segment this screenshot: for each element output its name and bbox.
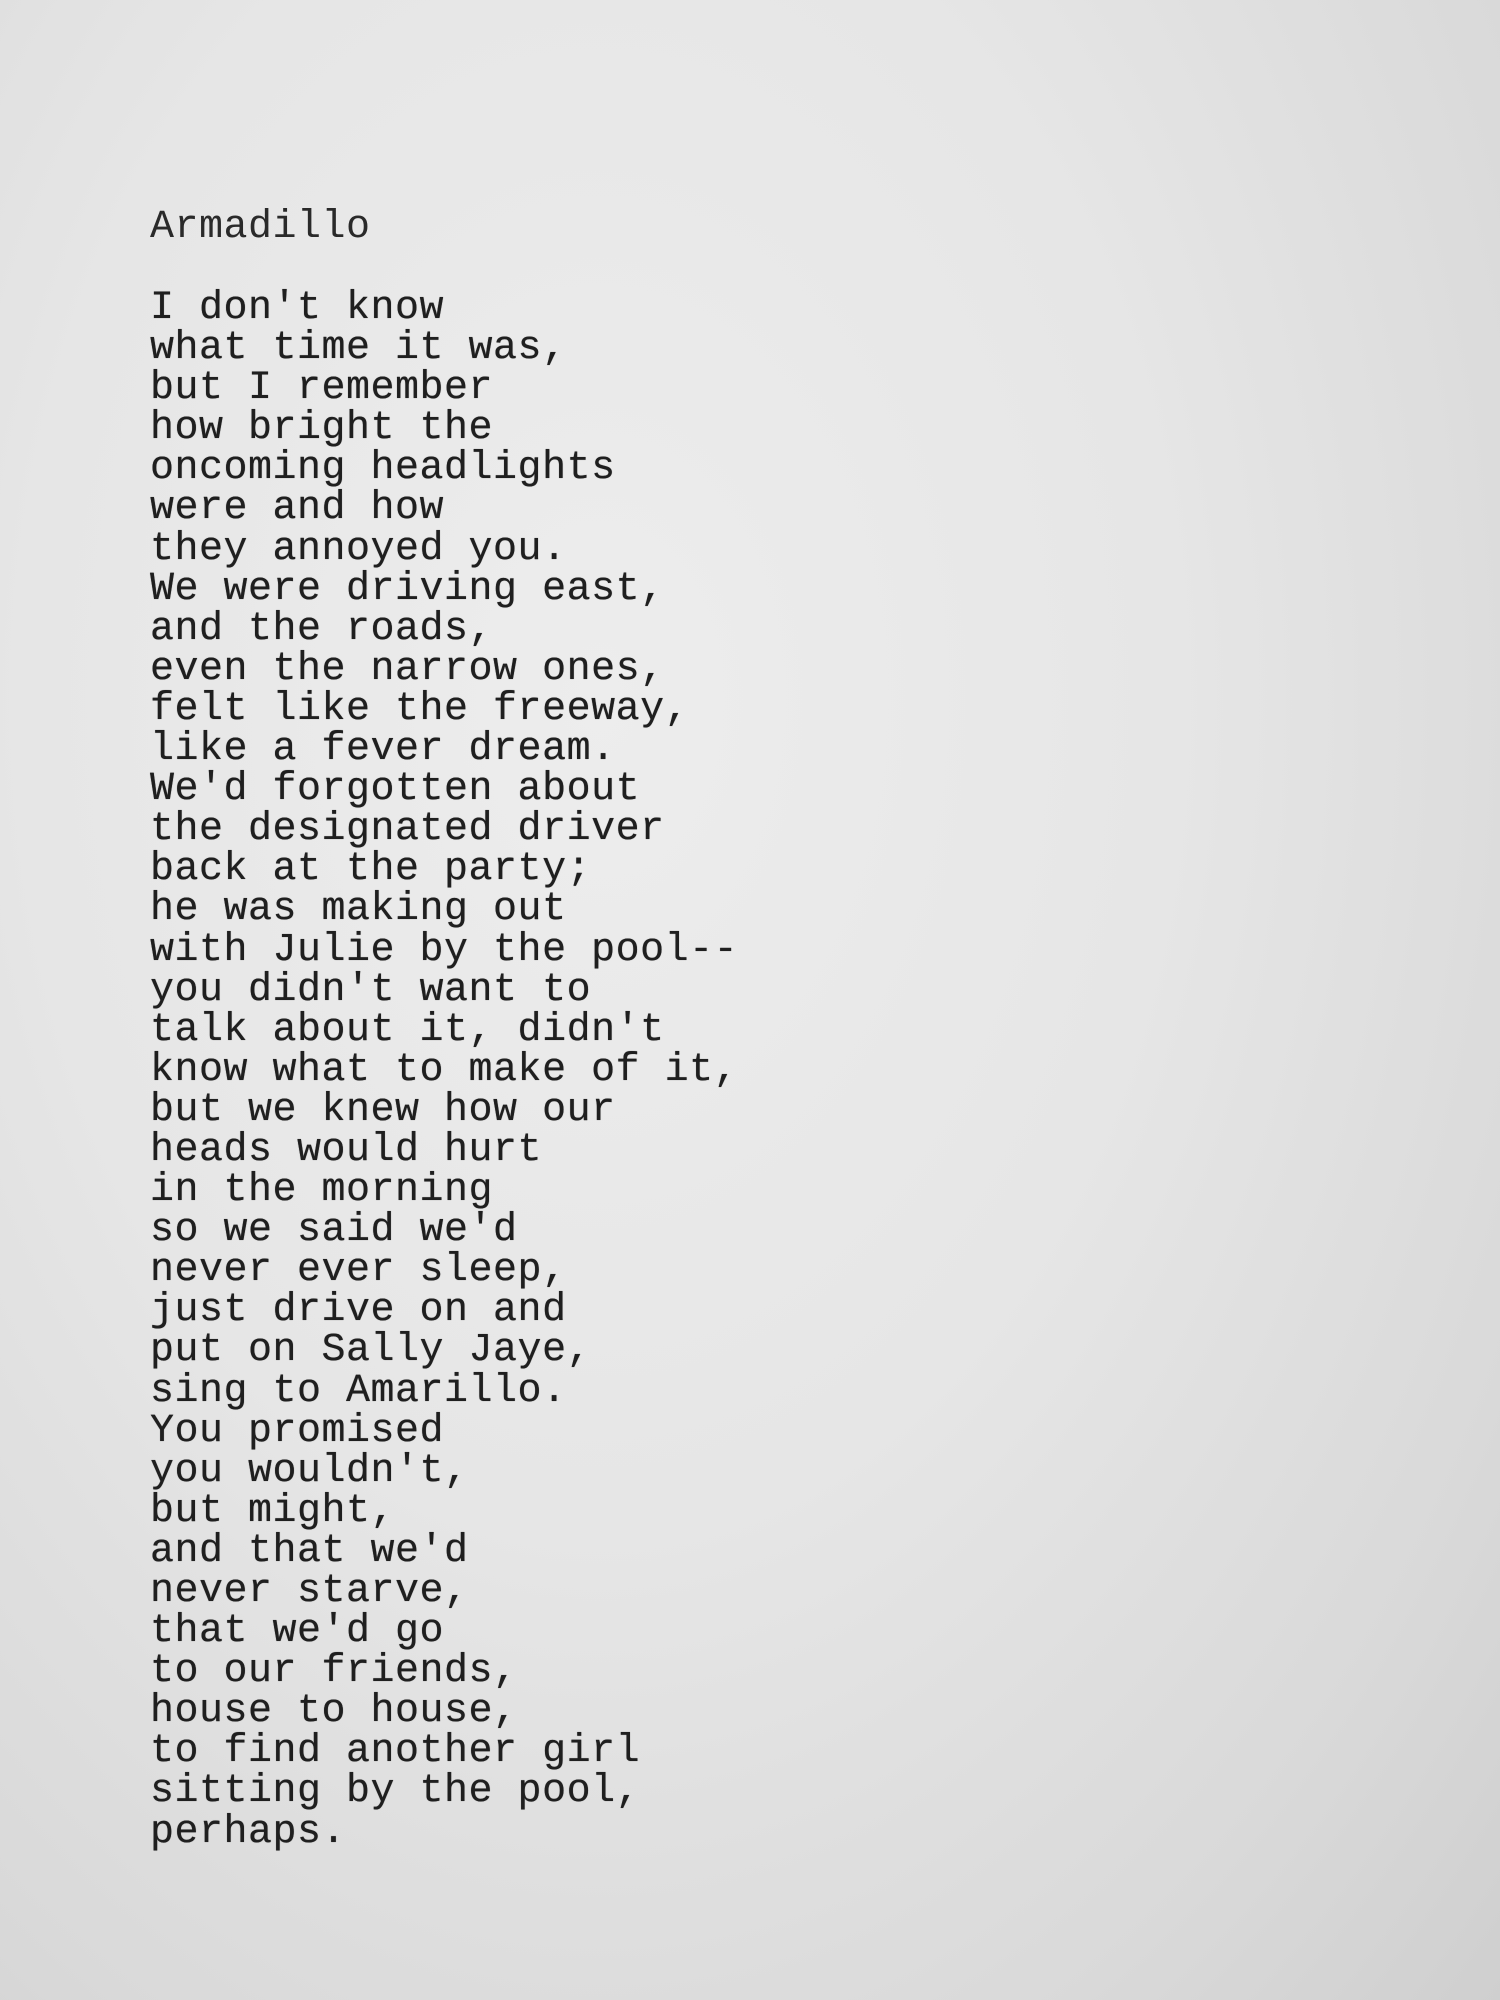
poem-line: sitting by the pool, xyxy=(150,1769,641,1815)
poem-line: never starve, xyxy=(150,1569,469,1614)
poem-line: you wouldn't, xyxy=(150,1448,469,1494)
poem-line: but we knew how our xyxy=(150,1087,616,1133)
poem-line: in the morning xyxy=(150,1168,494,1214)
poem-line: with Julie by the pool-- xyxy=(150,927,739,973)
poem-line: he was making out xyxy=(150,887,567,933)
poem-line: but I remember xyxy=(150,366,494,412)
poem-line: and the roads, xyxy=(150,606,494,652)
poem-title: Armadillo xyxy=(150,205,371,250)
poem-line: sing to Amarillo. xyxy=(150,1368,567,1414)
poem-line: heads would hurt xyxy=(150,1127,543,1173)
poem-line: even the narrow ones, xyxy=(150,646,665,692)
poem-line: I don't know xyxy=(150,286,445,331)
poem-line: you didn't want to xyxy=(150,967,592,1013)
poem-line: the designated driver xyxy=(150,807,665,853)
poem-line: You promised xyxy=(150,1408,445,1454)
poem-line: house to house, xyxy=(150,1689,518,1735)
poem-line: We were driving east, xyxy=(150,566,665,612)
poem-line: to find another girl xyxy=(150,1729,641,1775)
poem-line: that we'd go xyxy=(150,1609,445,1655)
poem-line: and that we'd xyxy=(150,1528,469,1574)
poem-line: were and how xyxy=(150,486,445,532)
poem-line: so we said we'd xyxy=(150,1208,518,1254)
poem-line: talk about it, didn't xyxy=(150,1007,665,1053)
poem-line: know what to make of it, xyxy=(150,1047,739,1093)
poem-line: to our friends, xyxy=(150,1649,518,1695)
poem-line: oncoming headlights xyxy=(150,446,616,492)
poem-line: what time it was, xyxy=(150,326,567,372)
poem-line: never ever sleep, xyxy=(150,1248,567,1294)
poem-line: like a fever dream. xyxy=(150,727,616,773)
poem-line: put on Sally Jaye, xyxy=(150,1328,592,1374)
poem-line: they annoyed you. xyxy=(150,526,567,572)
poem-line: We'd forgotten about xyxy=(150,767,641,813)
poem-line: perhaps. xyxy=(150,1809,347,1855)
poem-line: but might, xyxy=(150,1488,396,1534)
poem-line: back at the party; xyxy=(150,847,592,893)
poem-body xyxy=(150,286,739,1855)
poem-line: how bright the xyxy=(150,406,494,452)
poem-line: felt like the freeway, xyxy=(150,686,690,732)
poem-line: just drive on and xyxy=(150,1288,567,1334)
